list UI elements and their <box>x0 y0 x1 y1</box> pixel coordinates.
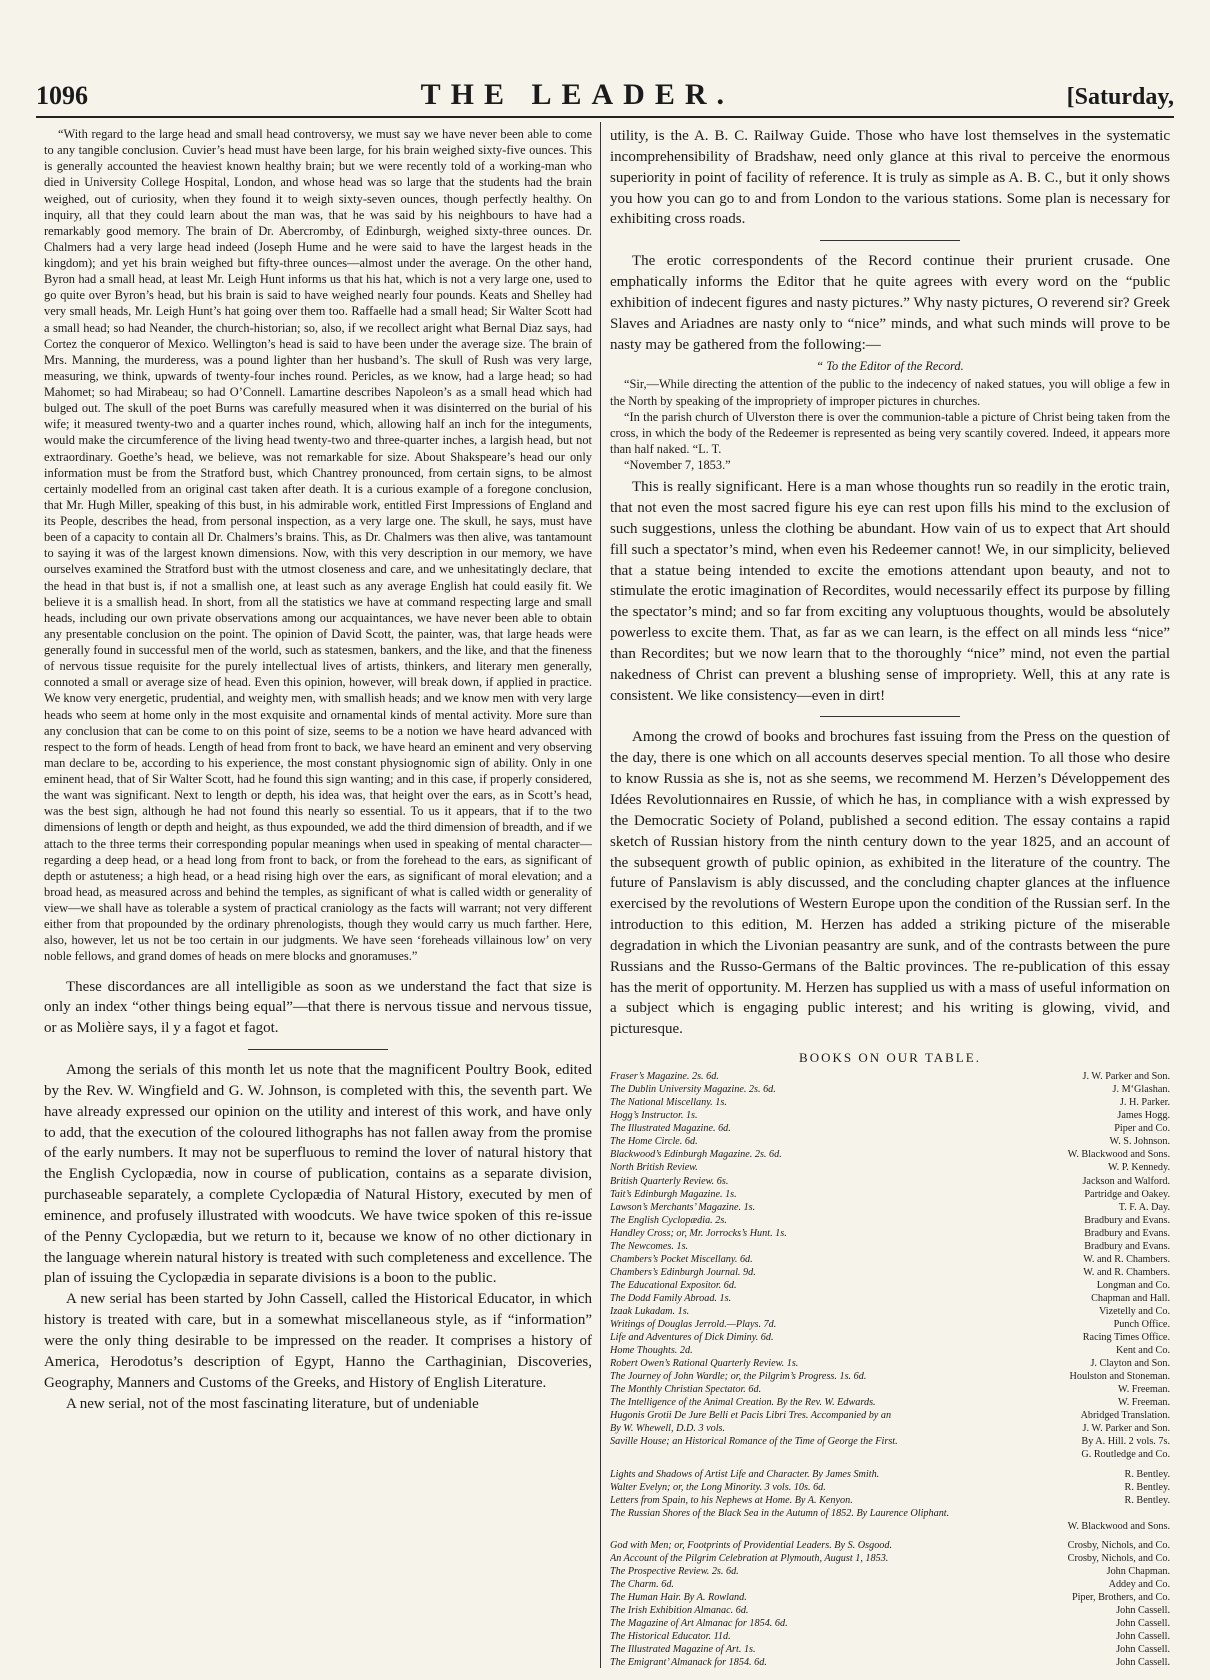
book-listing <box>610 1083 1170 1096</box>
book-listing <box>610 1122 1170 1135</box>
paragraph-significant: This is really significant. Here is a man whose thoughts run so readily in the erotic train, that not even the most sacred figure his eye can rest upon fills his mind to the exclusion of such suggestions, unless the clothing be abundant. How vain of us to expect that Art should fill such a spectator’s mind, when even his Redeemer cannot! We, in our simplicity, believed that a statue being intended to excite the emotions attendant upon beauty, and not to stimulate the erotic imagination of Recordites, would necessarily effect its purpose by filling the spectator’s mind; and so far from exciting any voluptuous thoughts, would be absolutely powerless to excite them. That, as far as we can learn, is the effect on all minds less “nice” than Recordites; but we now learn that to the thoroughly “nice” mind, not even the partial nakedness of Christ can prevent a blushing sense of impropriety. Well, this at any rate is consistent. We like consistency—even in dirt! <box>610 479 1170 704</box>
book-title: Izaak Lukadam. 1s. <box>610 1305 690 1317</box>
book-publisher: W. Freeman. <box>1118 1397 1170 1409</box>
right-column <box>610 126 1170 1668</box>
book-title: The Educational Expositor. 6d. <box>610 1279 737 1291</box>
book-publisher: W. and R. Chambers. <box>1083 1266 1170 1278</box>
left-column <box>44 126 592 1668</box>
book-publisher: T. F. A. Day. <box>1118 1201 1170 1213</box>
book-publisher: J. Clayton and Son. <box>1090 1358 1170 1370</box>
book-title: An Account of the Pilgrim Celebration at Plymouth, August 1, 1853. <box>610 1552 889 1564</box>
book-publisher: Racing Times Office. <box>1082 1332 1170 1344</box>
book-listing <box>610 1331 1170 1344</box>
newspaper-title: THE LEADER. <box>420 78 735 111</box>
letter-paragraph: “Sir,—While directing the attention of the public to the indecency of naked statues, you will oblige a few in the North by speaking of the impropriety of improper pictures in churches. <box>610 377 1170 408</box>
paragraph-discordances: These discordances are all intelligible as soon as we understand the fact that size is only an index “other things being equal”—that there is nervous tissue and nervous tissue, or as Molière says, il y a fagot et fagot. <box>44 978 592 1037</box>
book-listing <box>610 1604 1170 1617</box>
book-listing <box>610 1552 1170 1565</box>
book-publisher: R. Bentley. <box>1124 1494 1170 1506</box>
book-publisher: Longman and Co. <box>1096 1279 1170 1291</box>
book-title: Walter Evelyn; or, the Long Minority. 3 vols. 10s. 6d. <box>610 1481 826 1493</box>
book-publisher: Kent and Co. <box>1115 1345 1170 1357</box>
book-listing <box>610 1578 1170 1591</box>
book-publisher: J. W. Parker and Son. <box>1082 1423 1170 1435</box>
section-rule <box>820 716 960 717</box>
book-title: The Irish Exhibition Almanac. 6d. <box>610 1605 749 1616</box>
book-publisher: By A. Hill. 2 vols. 7s. <box>1081 1436 1170 1448</box>
book-listing <box>610 1070 1170 1083</box>
book-publisher: W. Freeman. <box>1118 1384 1170 1396</box>
masthead <box>36 78 1174 112</box>
book-publisher: J. H. Parker. <box>1119 1097 1170 1109</box>
book-title: Writings of Douglas Jerrold.—Plays. 7d. <box>610 1319 777 1331</box>
book-title: The Illustrated Magazine of Art. 1s. <box>610 1644 756 1656</box>
book-title: Life and Adventures of Dick Diminy. 6d. <box>610 1332 774 1344</box>
book-title: The Monthly Christian Spectator. 6d. <box>610 1384 762 1396</box>
book-title: North British Review. <box>610 1162 698 1174</box>
book-listing <box>610 1507 1170 1520</box>
paragraph-new-serial: A new serial, not of the most fascinating literature, but of undeniable <box>66 1395 479 1412</box>
book-publisher: John Cassell. <box>1116 1644 1170 1656</box>
book-title: Chambers’s Edinburgh Journal. 9d. <box>610 1266 756 1278</box>
book-publisher: Punch Office. <box>1113 1319 1170 1331</box>
book-publisher: W. S. Johnson. <box>1109 1136 1170 1148</box>
book-publisher: R. Bentley. <box>1124 1481 1170 1493</box>
book-title: Hugonis Grotii De Jure Belli et Pacis Libri Tres. Accompanied by an <box>610 1410 892 1422</box>
book-title: The Dublin University Magazine. 2s. 6d. <box>610 1084 776 1096</box>
book-publisher: James Hogg. <box>1117 1110 1170 1122</box>
book-listing <box>610 1396 1170 1409</box>
book-listing <box>610 1240 1170 1253</box>
book-listing <box>610 1643 1170 1656</box>
section-rule <box>248 1049 388 1050</box>
letter-heading: “ To the Editor of the Record. <box>816 359 964 374</box>
books-list <box>610 1070 1170 1668</box>
book-publisher: Bradbury and Evans. <box>1084 1214 1170 1226</box>
book-title: Robert Owen’s Rational Quarterly Review. 1s. <box>610 1358 799 1370</box>
paragraph-serials: Among the serials of this month let us note that the magnificent Poultry Book, edited by the Rev. W. Wingfield and G. W. Johnson, is completed with this, the seventh part. We have already expressed our opinion on the utility and interest of this work, and have only to add, that the execution of the coloured lithographs has not fallen away from the promise of the early numbers. It may not be superfluous to remind the lover of natural history that the English Cyclopædia, now in course of publication, contains as a separate division, purchaseable separately, a complete Cyclopædia of Natural History, executed by men of eminence, and profusely illustrated with woodcuts. We have twice spoken of this re-issue of the Penny Cyclopædia, but we return to it, because we know of no other dictionary in the language wherein natural history is treated with such completeness and excellence. The plan of issuing the Cyclopædia in separate divisions is a boon to the public. <box>44 1062 592 1287</box>
book-publisher <box>1162 1507 1170 1520</box>
book-listing <box>610 1448 1170 1461</box>
book-listing <box>610 1630 1170 1643</box>
paragraph-cassell: A new serial has been started by John Cassell, called the Historical Educator, in which history is treated with care, but in a somewhat miscellaneous style, as if “information” were the only thing desirable to be impressed on the reader. It comprises a history of America, Herodotus’s description of Egypt, Hanno the Carthaginian, Discoveries, Geography, Manners and Customs of the Greeks, and History of English Literature. <box>44 1291 592 1391</box>
book-title: The Charm. 6d. <box>610 1578 674 1590</box>
book-title: The National Miscellany. 1s. <box>610 1097 727 1109</box>
book-listing <box>610 1305 1170 1318</box>
book-listing <box>610 1253 1170 1266</box>
book-publisher: Bradbury and Evans. <box>1084 1240 1170 1252</box>
book-title: The Home Circle. 6d. <box>610 1136 698 1148</box>
header-rule <box>36 116 1174 118</box>
book-publisher: Abridged Translation. <box>1080 1410 1170 1422</box>
book-listing <box>610 1409 1170 1422</box>
book-publisher: Piper, Brothers, and Co. <box>1071 1591 1170 1603</box>
letter-date: “November 7, 1853.” <box>624 458 731 473</box>
book-title: Lights and Shadows of Artist Life and Character. By James Smith. <box>610 1468 880 1480</box>
book-title: The Human Hair. By A. Rowland. <box>610 1591 747 1603</box>
book-publisher: Jackson and Walford. <box>1082 1175 1170 1187</box>
book-listing <box>610 1565 1170 1578</box>
page-number: 1096 <box>36 81 88 110</box>
book-title: Hogg’s Instructor. 1s. <box>610 1110 698 1122</box>
quote-text: “With regard to the large head and small head controversy, we must say we have never been able to come to any tangible conclusion. Cuvier’s head must have been large, for his brain weighed sixty-five ounces. This is generally accounted the heaviest known healthy brain; but we were recently told of a working-man who died in University College Hospital, London, and whose head was so large that the students had the brain weighed, out of curiosity, when they found it to weigh sixty-seven ounces, though perfectly healthy. On inquiry, all that they could learn about the man was, that he was said by his neighbours to have had a remarkably good memory. The brain of Dr. Abercromby, of Edinburgh, weighed sixty-three ounces. Dr. Chalmers had a very large head indeed (Joseph Hume and he were said to have the largest heads in the kingdom); and yet his brain weighed but fifty-three ounces—almost under the average. On the other hand, Byron had a small head, at least Mr. Leigh Hunt informs us that his hat, which is not a very large one, used to go quite over Byron’s head, but his brain is said to have weighed nearly four pounds. Keats and Shelley had very small heads, Mr. Leigh Hunt’s hat going over them too. Raffaelle had a small head; Sir Walter Scott had a small head; so had Neander, the church-historian; so, also, if we recollect aright what Bernal Diaz says, had Cortez the conqueror of Mexico. Wellington’s head is said to have been under the average size. The brain of Mrs. Manning, the murderess, was a pound lighter than her husband’s. The skull of Rush was very large, measuring, we think, upwards of twenty-four inches round. Pericles, as we know, had a large head; so had Mahomet; so had Mirabeau; so had O’Connell. Lamartine describes Napoleon’s as a small head which had bulged out. The skull of the poet Burns was carefully measured when it was disinterred on the burial of his wife; it measured twenty-two and a quarter inches round, which, allowing half an inch for the integuments, would make the circumference of the living head twenty-two and three-quarter inches, a largish head, but not extraordinary. Goethe’s head, we believe, was not remarkable for size. About Shakspeare’s head our only information must be from the Stratford bust, which Chantrey pronounced, from certain signs, to be almost certainly modelled from an original cast taken after death. It is a curious example of a foregone conclusion, that Mr. Hugh Miller, speaking of this bust, in his admirable work, entitled First Impressions of England and its People, describes the head, from personal inspection, as a very large one. The skull, he says, must have been of a capacity to contain all Dr. Chalmers’s brains. This, as Dr. Chalmers was then alive, was tantamount to saying it was of the largest known dimensions. Now, with this very description in our memory, we have ourselves examined the Stratford bust with the utmost closeness and care, and we unhesitatingly declare, that the head in that bust is, if not a smallish one, at least such as any average English hat could easily fit. We believe it is a smallish head. In short, from all the statistics we have at command respecting large and small heads, including our own private observations among our acquaintances, we have never been able to obtain any presentable conclusion on the point. The opinion of David Scott, the painter, was, that large heads were generally found in successful men of the world, such as statesmen, bankers, and the like, and that the fineness of nervous tissue requisite for the purely intellectual lives of artists, thinkers, and literary men generally, connoted a small or average size of head. Even this opinion, however, will break down, if applied in practice. We know very energetic, prudential, and weighty men, with smallish heads; and we know men with very large heads who seem at home only in the most exquisite and ornamental kinds of mental activity. More sure than any conclusion that can be come to on this point of size, seems to be a notion we have heard advanced with respect to the form of heads. Length of head from front to back, we have heard an eminent and very observing man declare to be, according to his experience, the most constant physiognomic sign of ability. Only in one eminent head, that of Sir Walter Scott, had he found this sign wanting; and in this case, if properly considered, the want was significant. Next to length or depth, his idea was, that height over the ears, as in Scott’s head, was the best sign, although he had not found this nearly so essential. To us it appears, that if to the two dimensions of length or depth and height, as thus expounded, we add the third dimension of breadth, and if we attach to the three terms their corresponding popular meanings when used in speaking of mental character—regarding a deep head, or a head long from front to back, or from the forehead to the ears, as significant of depth or astuteness; a high head, or a head rising high over the ears, as significant of moral elevation; and a broad head, as measured across and behind the temples, as significant of what is called width or generality of view—we shall have as tolerable a system of practical craniology as the facts will warrant; not very different either from that propounded by the ordinary phrenologists, though they would carry us much farther. Here, also, however, let us not be too certain in our judgments. We have seen ‘foreheads villainous low’ on very noble fellows, and grand domes of heads on mere blocks and gnoramuses.” <box>44 127 592 964</box>
book-listing <box>610 1201 1170 1214</box>
book-title: The Journey of John Wardle; or, the Pilgrim’s Progress. 1s. 6d. <box>610 1371 867 1383</box>
book-title: The Newcomes. 1s. <box>610 1240 689 1252</box>
book-publisher: John Cassell. <box>1116 1631 1170 1643</box>
section-rule <box>820 240 960 241</box>
book-publisher: W. P. Kennedy. <box>1107 1162 1170 1174</box>
book-title: God with Men; or, Footprints of Providential Leaders. By S. Osgood. <box>610 1539 893 1551</box>
book-listing <box>610 1481 1170 1494</box>
book-listing <box>610 1096 1170 1109</box>
book-listing <box>610 1422 1170 1435</box>
book-title: Chambers’s Pocket Miscellany. 6d. <box>610 1253 753 1265</box>
book-listing <box>610 1357 1170 1370</box>
column-divider <box>600 122 601 1668</box>
book-publisher: W. Blackwood and Sons. <box>1067 1520 1170 1532</box>
book-publisher: Chapman and Hall. <box>1091 1292 1170 1304</box>
books-heading: BOOKS ON OUR TABLE. <box>799 1050 981 1066</box>
book-publisher: R. Bentley. <box>1124 1468 1170 1480</box>
paragraph-record: The erotic correspondents of the Record continue their prurient crusade. One emphatically informs the Editor that he quite agrees with every word on the “public exhibition of indecent figures and nasty pictures.” Why nasty pictures, O reverend sir? Greek Slaves and Ariadnes are nasty only to “nice” minds, and what such minds will prove to be nasty may be gathered from the following:— <box>610 253 1170 353</box>
book-listing <box>610 1344 1170 1357</box>
book-publisher: John Chapman. <box>1106 1565 1170 1577</box>
paragraph-herzen: Among the crowd of books and brochures fast issuing from the Press on the question of the day, there is one which on all accounts deserves special mention. To all those who desire to know Russia as she is, not as she seems, we recommend M. Herzen’s Développement des Idées Revolutionnaires en Russie, of which he has, in compliance with a wish expressed by the Democratic Society of Poland, published a second edition. The essay contains a rapid sketch of Russian history from the ninth century down to the year 1825, and an account of the subsequent growth of public opinion, as exhibited in the literature of the country. The future of Panslavism is ably discussed, and the concluding chapter glances at the influence exercised by the revolutions of Western Europe upon the condition of the Russian serf. In the introduction to this edition, M. Herzen has added a striking picture of the miserable degradation in which the Livonian peasantry are sunk, and of the contrasts between the pure Russians and the Russo-Germans of the Baltic provinces. The re-publication of this essay has the merit of opportunity. M. Herzen has supplied us with a mass of useful information on a subject which is engaging public interest; and his writing is glowing, vivid, and picturesque. <box>610 729 1170 1038</box>
book-title: Tait’s Edinburgh Magazine. 1s. <box>610 1188 737 1200</box>
book-title: The English Cyclopædia. 2s. <box>610 1214 727 1226</box>
book-publisher: Houlston and Stoneman. <box>1069 1371 1170 1383</box>
book-title: The Emigrant’ Almanack for 1854. 6d. <box>610 1657 767 1668</box>
book-listing <box>610 1266 1170 1279</box>
book-listing <box>610 1279 1170 1292</box>
paragraph-railway-guide: utility, is the A. B. C. Railway Guide. Those who have lost themselves in the systematic incomprehensibility of Bradshaw, need only glance at this rival to perceive the enormous superiority in point of facility of reference. It is truly as simple as A. B. C., but it only shows you how you can go to and from London to the various stations. Some plan is necessary for exhibiting cross roads. <box>610 128 1170 228</box>
book-title: By W. Whewell, D.D. 3 vols. <box>610 1423 726 1435</box>
book-title: Blackwood’s Edinburgh Magazine. 2s. 6d. <box>610 1149 782 1161</box>
book-listing <box>610 1109 1170 1122</box>
quoted-passage <box>44 126 592 965</box>
book-publisher: John Cassell. <box>1116 1605 1170 1616</box>
book-listing <box>610 1135 1170 1148</box>
book-title: British Quarterly Review. 6s. <box>610 1175 729 1187</box>
book-title: Home Thoughts. 2d. <box>610 1345 693 1357</box>
book-listing <box>610 1591 1170 1604</box>
book-title: The Prospective Review. 2s. 6d. <box>610 1565 739 1577</box>
book-listing <box>610 1318 1170 1331</box>
book-title: The Illustrated Magazine. 6d. <box>610 1123 731 1135</box>
book-title: The Intelligence of the Animal Creation. By the Rev. W. Edwards. <box>610 1397 876 1409</box>
letter-paragraph: “In the parish church of Ulverston there is over the communion-table a picture of Christ being taken from the cross, in which the body of the Redeemer is represented as being very scantily covered. Indeed, it appears more than half naked. “L. T. <box>610 409 1170 456</box>
book-listing <box>610 1656 1170 1668</box>
book-publisher: Vizetelly and Co. <box>1099 1305 1170 1317</box>
book-listing <box>610 1370 1170 1383</box>
book-title: The Dodd Family Abroad. 1s. <box>610 1292 732 1304</box>
book-publisher: John Cassell. <box>1116 1657 1170 1668</box>
book-listing <box>610 1148 1170 1161</box>
book-listing <box>610 1188 1170 1201</box>
book-listing <box>610 1175 1170 1188</box>
book-listing <box>610 1214 1170 1227</box>
book-publisher: J. M‘Glashan. <box>1112 1084 1170 1096</box>
book-publisher: Crosby, Nichols, and Co. <box>1067 1552 1170 1564</box>
book-title: Handley Cross; or, Mr. Jorrocks’s Hunt. 1s. <box>610 1227 787 1239</box>
book-publisher: Partridge and Oakey. <box>1084 1188 1170 1200</box>
book-listing <box>610 1161 1170 1174</box>
book-title: Saville House; an Historical Romance of the Time of George the First. <box>610 1436 898 1448</box>
book-publisher: John Cassell. <box>1116 1618 1170 1630</box>
book-publisher: Addey and Co. <box>1108 1578 1170 1590</box>
book-publisher: W. Blackwood and Sons. <box>1067 1149 1170 1161</box>
book-listing <box>610 1468 1170 1481</box>
book-listing <box>610 1435 1170 1448</box>
issue-day: [Saturday, <box>1066 84 1174 110</box>
book-listing <box>610 1617 1170 1630</box>
book-listing <box>610 1494 1170 1507</box>
book-title: The Historical Educator. 11d. <box>610 1631 731 1643</box>
book-title: Letters from Spain, to his Nephews at Home. By A. Kenyon. <box>610 1494 853 1506</box>
book-publisher: J. W. Parker and Son. <box>1082 1071 1170 1083</box>
book-publisher: G. Routledge and Co. <box>1081 1449 1170 1461</box>
book-publisher: Bradbury and Evans. <box>1084 1227 1170 1239</box>
book-listing <box>610 1383 1170 1396</box>
book-publisher: Piper and Co. <box>1114 1123 1170 1135</box>
book-title: Fraser’s Magazine. 2s. 6d. <box>610 1071 719 1083</box>
book-publisher: Crosby, Nichols, and Co. <box>1067 1539 1170 1551</box>
book-listing <box>610 1292 1170 1305</box>
book-publisher: W. and R. Chambers. <box>1083 1253 1170 1265</box>
book-title: The Magazine of Art Almanac for 1854. 6d. <box>610 1618 788 1630</box>
book-listing <box>610 1227 1170 1240</box>
book-listing <box>610 1539 1170 1552</box>
letter-block <box>610 376 1170 473</box>
book-listing <box>610 1520 1170 1533</box>
book-title: The Russian Shores of the Black Sea in the Autumn of 1852. By Laurence Oliphant. <box>610 1507 950 1519</box>
book-title: Lawson’s Merchants’ Magazine. 1s. <box>610 1201 756 1213</box>
